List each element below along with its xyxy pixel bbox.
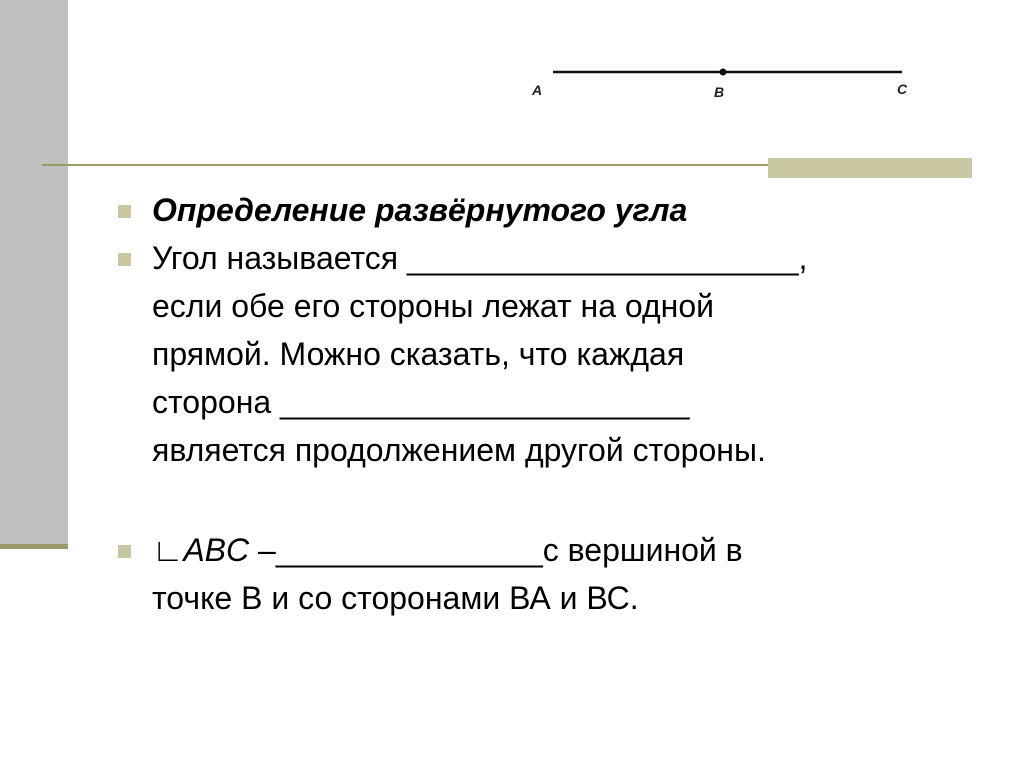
notation-item (118, 526, 938, 622)
heading-item (118, 186, 938, 234)
bullet-square-icon (118, 545, 131, 558)
bullet-square-icon (118, 205, 131, 218)
label-c: C (897, 81, 908, 97)
slide-heading: Определение развёрнутого угла (152, 192, 688, 228)
left-decor-accent (0, 544, 68, 549)
definition-line: является продолжением другой стороны. (152, 432, 766, 468)
straight-angle-diagram (520, 52, 930, 112)
definition-line: сторона _______________________ (152, 384, 690, 420)
point-b-dot (720, 69, 727, 76)
header-divider-line (42, 164, 777, 166)
definition-line: прямой. Можно сказать, что каждая (152, 336, 685, 372)
notation-line-2: точке В и со сторонами ВА и ВС. (152, 580, 639, 616)
spacer (118, 474, 938, 526)
notation-rest: –_______________с вершиной в (249, 532, 743, 568)
label-a: A (532, 82, 543, 98)
header-divider-block (768, 158, 972, 178)
left-decor-bar (0, 0, 68, 546)
slide-content (118, 186, 938, 622)
notation-line-1 (152, 526, 938, 574)
bullet-square-icon (118, 253, 131, 266)
definition-line: Угол называется ______________________, (152, 240, 808, 276)
definition-line: если обе его стороны лежат на одной (152, 288, 715, 324)
definition-item (118, 234, 938, 474)
angle-name: ABC (183, 532, 250, 568)
angle-symbol-icon: ∟ (152, 532, 184, 568)
label-b: B (714, 84, 725, 100)
